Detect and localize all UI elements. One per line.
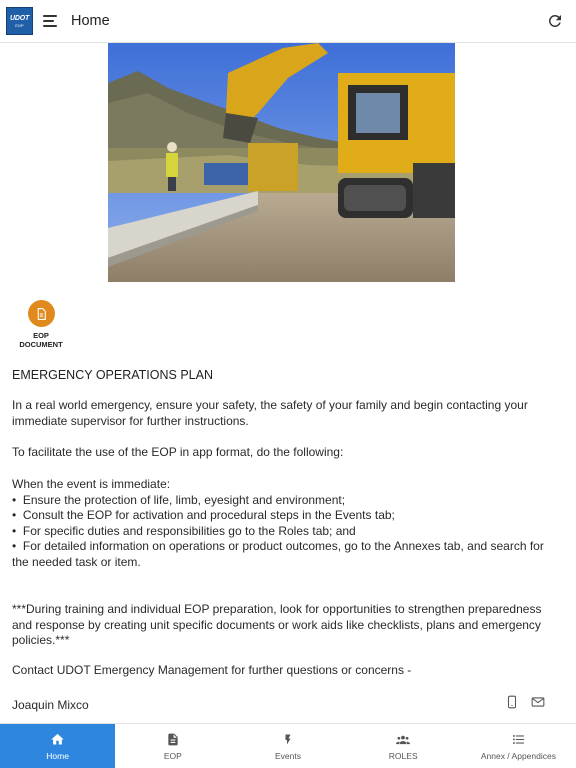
document-icon-circle	[28, 300, 55, 327]
list-item: • For detailed information on operations or product outcomes, go to the Annexes tab, and search for the needed task or item.	[12, 539, 544, 569]
hero-image	[108, 43, 455, 282]
event-instructions	[12, 477, 552, 571]
list-icon	[510, 732, 526, 748]
logo-subtext: EOP	[15, 22, 24, 28]
contact-name: Joaquin Mixco	[12, 698, 89, 712]
logo-text: UDOT	[9, 14, 30, 22]
udot-logo	[6, 7, 33, 35]
facilitate-paragraph: To facilitate the use of the EOP in app format, do the following:	[12, 445, 344, 459]
lightning-icon	[280, 732, 296, 748]
menu-icon[interactable]	[43, 14, 59, 28]
list-item: • For specific duties and responsibilities go to the Roles tab; and	[12, 523, 356, 538]
phone-icon[interactable]	[505, 694, 519, 710]
training-note: ***During training and individual EOP preparation, look for opportunities to strengthen preparedness and response by creating unit specific documents or work aids like checklists, plans and emergency policies.***	[12, 602, 542, 648]
document-icon	[35, 307, 48, 321]
page-title: Home	[71, 13, 110, 29]
nav-roles[interactable]	[346, 724, 461, 768]
nav-annex-label: Annex / Appendices	[480, 750, 556, 761]
nav-events[interactable]	[230, 724, 345, 768]
home-content[interactable]	[0, 43, 576, 723]
contact-row	[12, 696, 552, 714]
nav-events-label: Events	[275, 750, 301, 761]
list-item: • Consult the EOP for activation and procedural steps in the Events tab;	[12, 508, 395, 523]
list-item: • Ensure the protection of life, limb, eyesight and environment;	[12, 492, 346, 507]
refresh-icon[interactable]	[546, 12, 564, 30]
eop-document-button[interactable]	[14, 300, 68, 349]
home-icon	[50, 732, 66, 748]
nav-home-label: Home	[46, 750, 69, 761]
people-icon	[395, 732, 411, 748]
eop-document-label: EOP DOCUMENT	[19, 331, 63, 349]
app-bar	[0, 0, 576, 43]
document-icon	[165, 732, 181, 748]
contact-line: Contact UDOT Emergency Management for further questions or concerns -	[12, 663, 412, 677]
nav-annex[interactable]	[461, 724, 576, 768]
when-immediate-text: When the event is immediate:	[12, 477, 171, 491]
nav-roles-label: ROLES	[388, 750, 418, 761]
nav-home[interactable]	[0, 724, 115, 768]
plan-heading: EMERGENCY OPERATIONS PLAN	[12, 368, 213, 382]
bottom-nav	[0, 723, 576, 768]
nav-eop[interactable]	[115, 724, 230, 768]
nav-eop-label: EOP	[163, 750, 182, 761]
mail-icon[interactable]	[530, 695, 546, 709]
intro-paragraph: In a real world emergency, ensure your safety, the safety of your family and begin contacting your immediate supervisor for further instructions.	[12, 398, 528, 428]
